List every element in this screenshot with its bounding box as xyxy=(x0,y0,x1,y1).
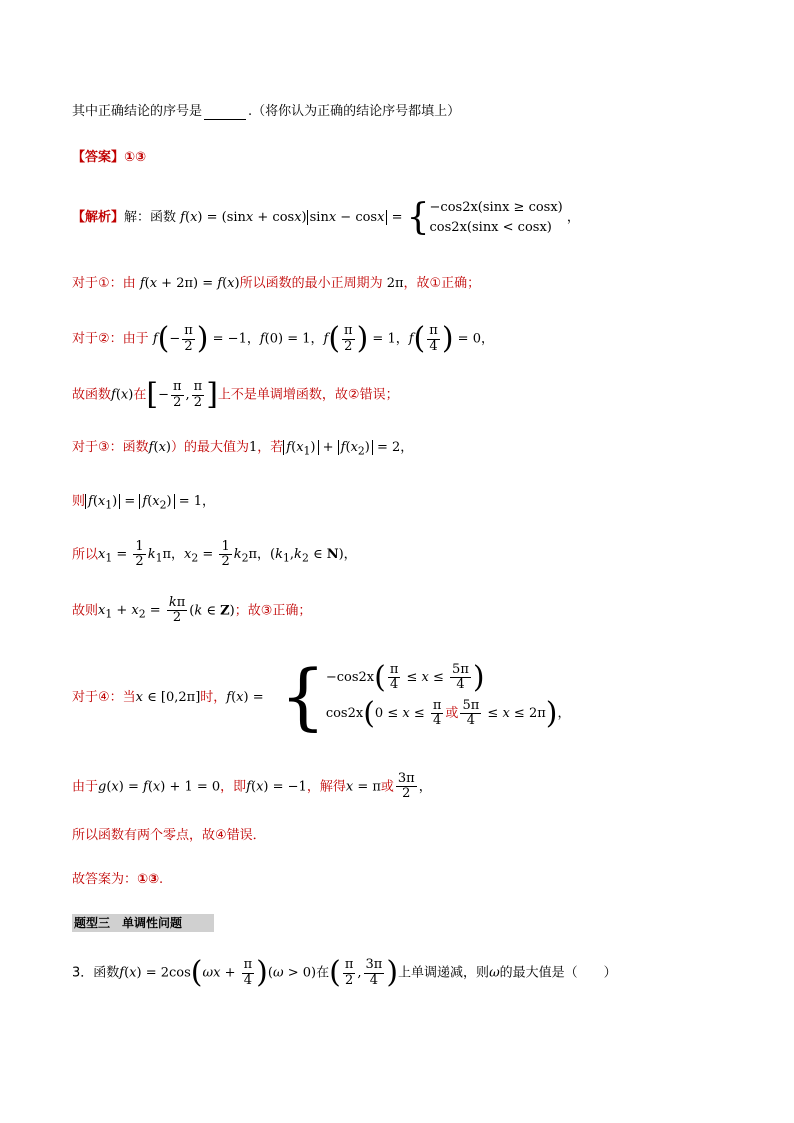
section-header: 题型三 单调性问题 xyxy=(72,914,214,932)
analysis-formula: f(x) = (sinx + cosx) sinx − cosx = xyxy=(180,210,407,226)
analysis-line: 【解析】解：函数 f(x) = (sinx + cosx) sinx − cosx = { −cos2x(sinx ≥ cosx) cos2x(sinx < cosx) ， xyxy=(72,197,580,238)
final-answer: 故答案为：①③. xyxy=(72,872,164,887)
item-3-therefore: 故则$x_1 + x_2$ = $\frac{k\pi}{2}$ (k ∈ Z)；故③正确； xyxy=(72,595,312,626)
item-3: 对于③：函数f(x)）的最大值为1，若 $f(x_1) + f(x_2) = 2$， xyxy=(72,440,414,458)
item-2: 对于②：由于 f(− $\frac{\pi}{2}$ ) = −1，f(0) = 1，f( $\frac{\pi}{2}$ ) = 1，f( $\frac{\pi}{4}$ ) = 0， xyxy=(72,321,494,356)
item-3-then: 则 $f(x_1) = f(x_2) = 1$， xyxy=(72,494,216,512)
item-4-cases: { −cos2x( $\frac{\pi}{4}$ ≤ x ≤ $\frac{5\pi}{4}$ ) cos2x(0 ≤ x ≤ $\frac{\pi}{4}$ 或 $\frac{5\pi}{4}$ ≤ x ≤ 2π)， xyxy=(280,654,571,738)
item-4: 对于④：当x ∈ [0,2π]时，f(x) = { −cos2x( $\frac{\pi}{4}$ ≤ x ≤ $\frac{5\pi}{4}$ ) cos2x(0 ≤ x ≤ $\frac{\pi}{4}$ 或 $\frac{5\pi}{4}$ ≤ x ≤ 2π)， xyxy=(72,654,571,738)
item-2-conclusion: 故函数f(x)在[− $\frac{\pi}{2}$ , $\frac{\pi}{2}$ ]上不是单调增函数，故②错误； xyxy=(72,377,399,412)
item-3-so: 所以$x_1$ = $\frac{1}{2}$ $k_1\pi$，$x_2$ = $\frac{1}{2}$ $k_2\pi$，($k_1,k_2$ ∈ N)， xyxy=(72,539,357,570)
answer-blank xyxy=(204,119,246,120)
item-4-solve: 由于g(x) = f(x) + 1 = 0，即f(x) = −1，解得x = π或 $\frac{3\pi}{2}$ ， xyxy=(72,771,432,802)
question-3: 3．函数f(x) = 2cos(ωx + $\frac{\pi}{4}$ )(ω > 0)在( $\frac{\pi}{2}$ , $\frac{3\pi}{4}$ )上单调递减，则ω的最大值是（ ） xyxy=(72,955,617,990)
item-1: 对于①：由 f(x + 2π) = f(x)所以函数的最小正周期为 2π，故①正确； xyxy=(72,276,481,291)
analysis-cases: { −cos2x(sinx ≥ cosx) cos2x(sinx < cosx) xyxy=(406,197,563,238)
item-4-conclusion: 所以函数有两个零点，故④错误． xyxy=(72,828,266,843)
answer-line: 【答案】①③ xyxy=(72,150,147,165)
question-intro: 其中正确结论的序号是 .（将你认为正确的结论序号都填上） xyxy=(72,104,461,119)
